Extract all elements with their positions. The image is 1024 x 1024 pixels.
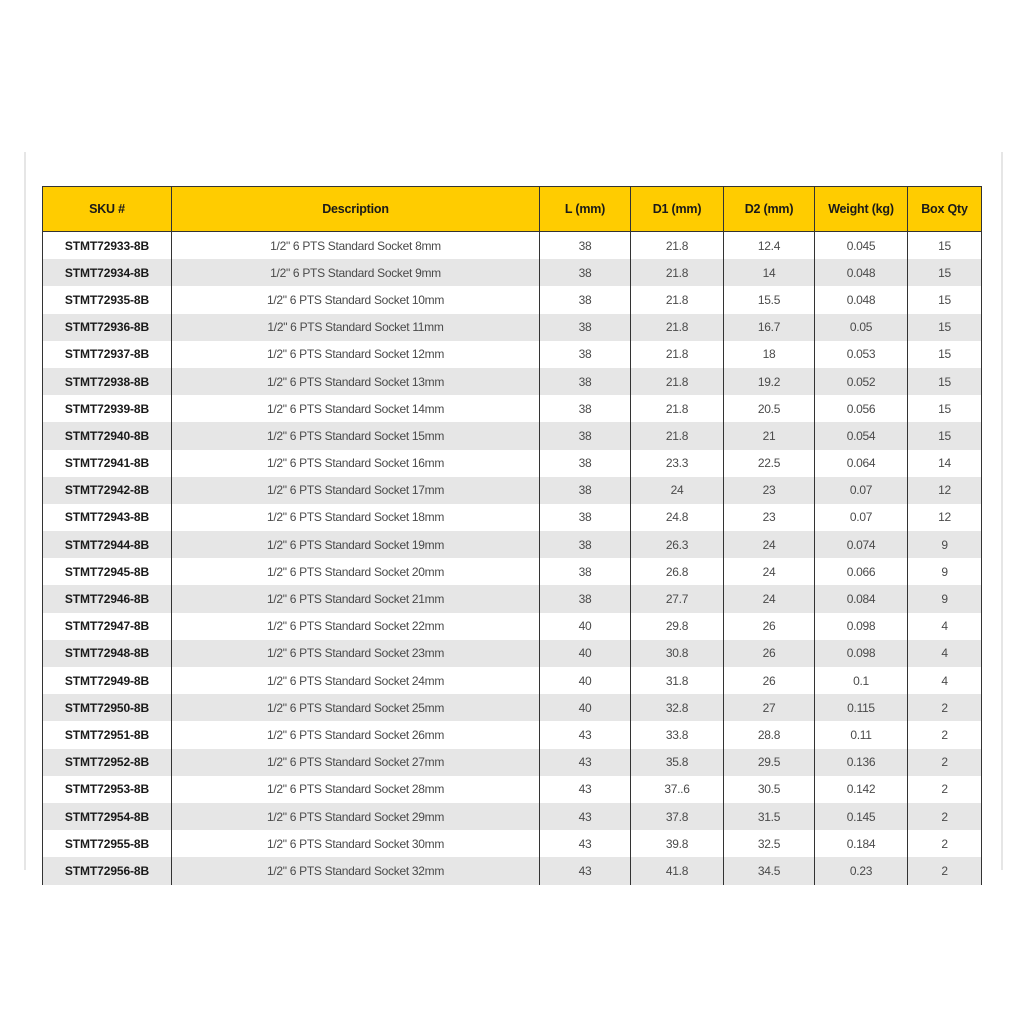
cell-description: 1/2" 6 PTS Standard Socket 28mm (172, 776, 540, 803)
cell-sku: STMT72933-8B (43, 232, 172, 260)
cell-d1: 21.8 (631, 368, 724, 395)
cell-description: 1/2" 6 PTS Standard Socket 25mm (172, 694, 540, 721)
cell-description: 1/2" 6 PTS Standard Socket 30mm (172, 830, 540, 857)
cell-box-qty: 4 (908, 667, 982, 694)
cell-weight: 0.11 (815, 721, 908, 748)
cell-description: 1/2" 6 PTS Standard Socket 10mm (172, 286, 540, 313)
cell-d1: 21.8 (631, 259, 724, 286)
table-header-row (43, 187, 982, 232)
table-row (43, 667, 982, 694)
cell-d2: 23 (724, 504, 815, 531)
cell-length: 38 (540, 585, 631, 612)
cell-weight: 0.23 (815, 857, 908, 884)
header-d2: D2 (mm) (724, 187, 815, 232)
cell-d2: 30.5 (724, 776, 815, 803)
cell-d1: 21.8 (631, 341, 724, 368)
cell-d2: 26 (724, 640, 815, 667)
cell-d2: 28.8 (724, 721, 815, 748)
cell-description: 1/2" 6 PTS Standard Socket 21mm (172, 585, 540, 612)
cell-description: 1/2" 6 PTS Standard Socket 23mm (172, 640, 540, 667)
cell-sku: STMT72938-8B (43, 368, 172, 395)
cell-d2: 26 (724, 667, 815, 694)
cell-description: 1/2" 6 PTS Standard Socket 19mm (172, 531, 540, 558)
cell-d1: 39.8 (631, 830, 724, 857)
table-row (43, 857, 982, 884)
cell-sku: STMT72952-8B (43, 749, 172, 776)
cell-weight: 0.07 (815, 504, 908, 531)
cell-weight: 0.052 (815, 368, 908, 395)
table-row (43, 422, 982, 449)
cell-length: 38 (540, 477, 631, 504)
cell-weight: 0.1 (815, 667, 908, 694)
table-row (43, 749, 982, 776)
cell-length: 43 (540, 857, 631, 884)
cell-d2: 15.5 (724, 286, 815, 313)
cell-sku: STMT72935-8B (43, 286, 172, 313)
cell-d1: 31.8 (631, 667, 724, 694)
cell-sku: STMT72940-8B (43, 422, 172, 449)
cell-weight: 0.053 (815, 341, 908, 368)
cell-box-qty: 2 (908, 721, 982, 748)
cell-box-qty: 2 (908, 857, 982, 884)
cell-weight: 0.184 (815, 830, 908, 857)
cell-sku: STMT72943-8B (43, 504, 172, 531)
table-row (43, 395, 982, 422)
table-row (43, 232, 982, 260)
cell-d1: 30.8 (631, 640, 724, 667)
cell-weight: 0.098 (815, 613, 908, 640)
cell-d2: 21 (724, 422, 815, 449)
cell-length: 43 (540, 803, 631, 830)
cell-sku: STMT72941-8B (43, 450, 172, 477)
cell-sku: STMT72955-8B (43, 830, 172, 857)
cell-length: 38 (540, 286, 631, 313)
cell-sku: STMT72950-8B (43, 694, 172, 721)
table-row (43, 585, 982, 612)
cell-length: 38 (540, 558, 631, 585)
cell-box-qty: 15 (908, 286, 982, 313)
table-row (43, 640, 982, 667)
cell-d2: 27 (724, 694, 815, 721)
cell-box-qty: 15 (908, 259, 982, 286)
cell-d2: 23 (724, 477, 815, 504)
cell-length: 43 (540, 776, 631, 803)
cell-weight: 0.048 (815, 286, 908, 313)
cell-description: 1/2" 6 PTS Standard Socket 11mm (172, 314, 540, 341)
cell-d1: 23.3 (631, 450, 724, 477)
cell-box-qty: 9 (908, 531, 982, 558)
cell-d1: 41.8 (631, 857, 724, 884)
cell-d2: 14 (724, 259, 815, 286)
table-row (43, 830, 982, 857)
cell-box-qty: 15 (908, 395, 982, 422)
cell-d1: 37..6 (631, 776, 724, 803)
cell-d2: 31.5 (724, 803, 815, 830)
cell-weight: 0.115 (815, 694, 908, 721)
cell-d2: 18 (724, 341, 815, 368)
cell-length: 38 (540, 232, 631, 260)
cell-box-qty: 4 (908, 613, 982, 640)
cell-description: 1/2" 6 PTS Standard Socket 24mm (172, 667, 540, 694)
cell-description: 1/2" 6 PTS Standard Socket 18mm (172, 504, 540, 531)
table-row (43, 286, 982, 313)
cell-weight: 0.136 (815, 749, 908, 776)
cell-d2: 32.5 (724, 830, 815, 857)
table-row (43, 259, 982, 286)
cell-length: 38 (540, 368, 631, 395)
cell-weight: 0.142 (815, 776, 908, 803)
cell-weight: 0.048 (815, 259, 908, 286)
cell-description: 1/2" 6 PTS Standard Socket 17mm (172, 477, 540, 504)
cell-length: 43 (540, 749, 631, 776)
cell-weight: 0.066 (815, 558, 908, 585)
cell-d1: 21.8 (631, 232, 724, 260)
cell-sku: STMT72947-8B (43, 613, 172, 640)
cell-d2: 22.5 (724, 450, 815, 477)
cell-sku: STMT72945-8B (43, 558, 172, 585)
cell-d1: 21.8 (631, 395, 724, 422)
cell-weight: 0.054 (815, 422, 908, 449)
cell-d1: 24.8 (631, 504, 724, 531)
cell-sku: STMT72939-8B (43, 395, 172, 422)
cell-length: 40 (540, 613, 631, 640)
cell-length: 40 (540, 694, 631, 721)
cell-box-qty: 12 (908, 504, 982, 531)
cell-sku: STMT72948-8B (43, 640, 172, 667)
cell-sku: STMT72934-8B (43, 259, 172, 286)
cell-sku: STMT72949-8B (43, 667, 172, 694)
cell-weight: 0.084 (815, 585, 908, 612)
cell-sku: STMT72936-8B (43, 314, 172, 341)
cell-d1: 37.8 (631, 803, 724, 830)
cell-d2: 34.5 (724, 857, 815, 884)
cell-box-qty: 15 (908, 314, 982, 341)
header-box-qty: Box Qty (908, 187, 982, 232)
cell-sku: STMT72942-8B (43, 477, 172, 504)
cell-description: 1/2" 6 PTS Standard Socket 15mm (172, 422, 540, 449)
cell-d1: 35.8 (631, 749, 724, 776)
cell-sku: STMT72944-8B (43, 531, 172, 558)
cell-description: 1/2" 6 PTS Standard Socket 22mm (172, 613, 540, 640)
cell-d1: 32.8 (631, 694, 724, 721)
cell-weight: 0.07 (815, 477, 908, 504)
cell-box-qty: 12 (908, 477, 982, 504)
cell-sku: STMT72951-8B (43, 721, 172, 748)
cell-sku: STMT72937-8B (43, 341, 172, 368)
cell-description: 1/2" 6 PTS Standard Socket 8mm (172, 232, 540, 260)
header-length: L (mm) (540, 187, 631, 232)
cell-description: 1/2" 6 PTS Standard Socket 29mm (172, 803, 540, 830)
cell-description: 1/2" 6 PTS Standard Socket 13mm (172, 368, 540, 395)
cell-length: 43 (540, 830, 631, 857)
cell-d2: 26 (724, 613, 815, 640)
cell-box-qty: 2 (908, 830, 982, 857)
table-row (43, 558, 982, 585)
cell-d1: 21.8 (631, 422, 724, 449)
cell-length: 40 (540, 667, 631, 694)
cell-weight: 0.05 (815, 314, 908, 341)
cell-description: 1/2" 6 PTS Standard Socket 14mm (172, 395, 540, 422)
cell-length: 38 (540, 395, 631, 422)
cell-length: 38 (540, 259, 631, 286)
cell-weight: 0.074 (815, 531, 908, 558)
header-weight: Weight (kg) (815, 187, 908, 232)
cell-description: 1/2" 6 PTS Standard Socket 9mm (172, 259, 540, 286)
cell-box-qty: 14 (908, 450, 982, 477)
table-row (43, 368, 982, 395)
cell-d2: 24 (724, 558, 815, 585)
cell-d1: 21.8 (631, 314, 724, 341)
cell-sku: STMT72956-8B (43, 857, 172, 884)
table-row (43, 450, 982, 477)
table-body (43, 232, 982, 885)
cell-d2: 29.5 (724, 749, 815, 776)
cell-length: 43 (540, 721, 631, 748)
cell-box-qty: 2 (908, 694, 982, 721)
table-row (43, 504, 982, 531)
cell-box-qty: 4 (908, 640, 982, 667)
cell-description: 1/2" 6 PTS Standard Socket 12mm (172, 341, 540, 368)
header-sku: SKU # (43, 187, 172, 232)
cell-sku: STMT72954-8B (43, 803, 172, 830)
cell-length: 38 (540, 314, 631, 341)
cell-description: 1/2" 6 PTS Standard Socket 20mm (172, 558, 540, 585)
cell-box-qty: 9 (908, 558, 982, 585)
table-row (43, 531, 982, 558)
cell-box-qty: 15 (908, 232, 982, 260)
cell-box-qty: 15 (908, 422, 982, 449)
cell-d2: 24 (724, 531, 815, 558)
cell-weight: 0.045 (815, 232, 908, 260)
cell-length: 38 (540, 531, 631, 558)
cell-d1: 26.8 (631, 558, 724, 585)
table-row (43, 721, 982, 748)
table-row (43, 477, 982, 504)
cell-weight: 0.145 (815, 803, 908, 830)
cell-box-qty: 15 (908, 341, 982, 368)
table-row (43, 613, 982, 640)
table-row (43, 314, 982, 341)
table-row (43, 803, 982, 830)
cell-d2: 16.7 (724, 314, 815, 341)
cell-d2: 19.2 (724, 368, 815, 395)
cell-d1: 21.8 (631, 286, 724, 313)
cell-box-qty: 2 (908, 749, 982, 776)
cell-description: 1/2" 6 PTS Standard Socket 26mm (172, 721, 540, 748)
header-description: Description (172, 187, 540, 232)
socket-spec-table (42, 186, 982, 885)
cell-d2: 20.5 (724, 395, 815, 422)
cell-box-qty: 9 (908, 585, 982, 612)
cell-sku: STMT72953-8B (43, 776, 172, 803)
table-row (43, 341, 982, 368)
cell-sku: STMT72946-8B (43, 585, 172, 612)
cell-d1: 29.8 (631, 613, 724, 640)
table-row (43, 776, 982, 803)
cell-length: 38 (540, 504, 631, 531)
cell-d1: 33.8 (631, 721, 724, 748)
cell-description: 1/2" 6 PTS Standard Socket 32mm (172, 857, 540, 884)
cell-description: 1/2" 6 PTS Standard Socket 16mm (172, 450, 540, 477)
cell-d1: 24 (631, 477, 724, 504)
header-d1: D1 (mm) (631, 187, 724, 232)
table-row (43, 694, 982, 721)
cell-d2: 24 (724, 585, 815, 612)
cell-box-qty: 15 (908, 368, 982, 395)
cell-box-qty: 2 (908, 803, 982, 830)
document-page (24, 152, 1003, 878)
cell-weight: 0.098 (815, 640, 908, 667)
cell-length: 40 (540, 640, 631, 667)
cell-d1: 27.7 (631, 585, 724, 612)
cell-d2: 12.4 (724, 232, 815, 260)
cell-description: 1/2" 6 PTS Standard Socket 27mm (172, 749, 540, 776)
cell-length: 38 (540, 422, 631, 449)
cell-weight: 0.056 (815, 395, 908, 422)
cell-box-qty: 2 (908, 776, 982, 803)
cell-weight: 0.064 (815, 450, 908, 477)
cell-length: 38 (540, 450, 631, 477)
cell-d1: 26.3 (631, 531, 724, 558)
cell-length: 38 (540, 341, 631, 368)
